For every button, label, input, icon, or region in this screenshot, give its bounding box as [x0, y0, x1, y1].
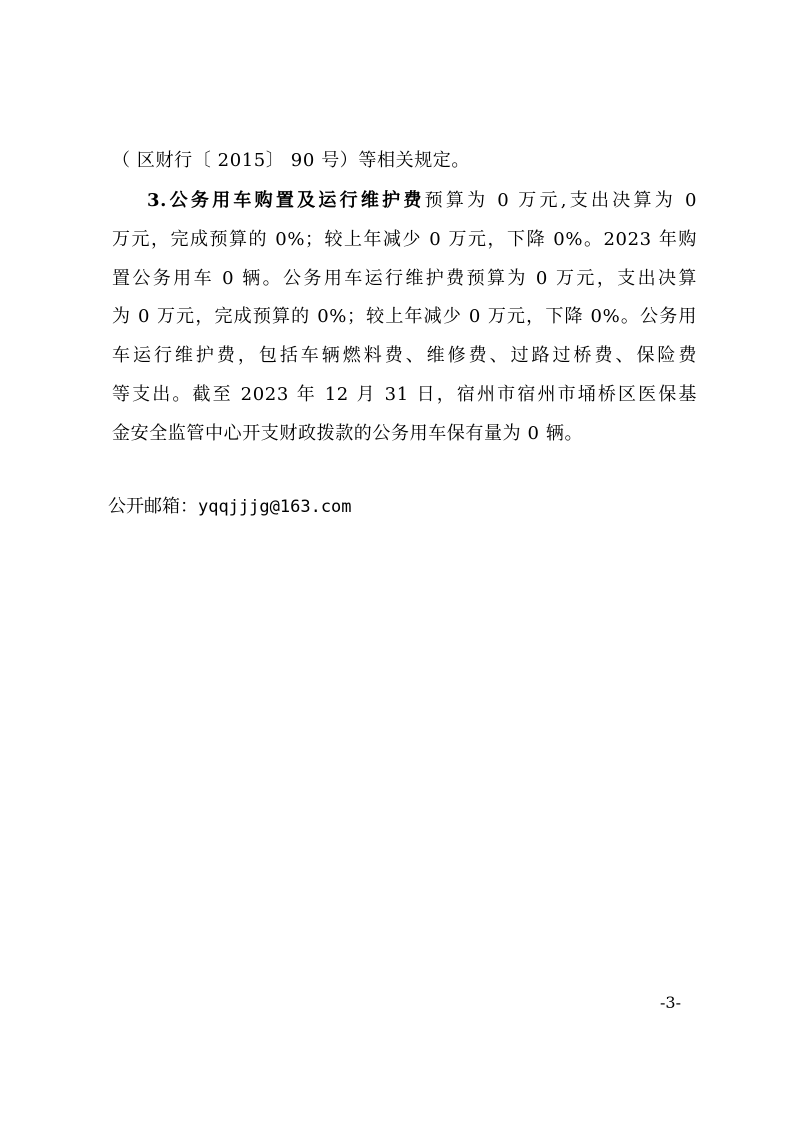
- paragraph-line-3-text: 万元，完成预算的 0%；较上年减少 0 万元，下降 0%。2023 年购: [112, 229, 697, 250]
- paragraph-line-5-text: 为 0 万元，完成预算的 0%；较上年减少 0 万元，下降 0%。公务用: [112, 306, 697, 327]
- contact-email-label: 公开邮箱：: [108, 496, 198, 517]
- page-number: -3-: [660, 993, 681, 1012]
- paragraph-line-5: [112, 304, 697, 330]
- paragraph-line-3: [112, 227, 697, 253]
- paragraph-line-7-text: 等支出。截至 2023 年 12 月 31 日，宿州市宿州市埇桥区医保基: [112, 384, 697, 405]
- contact-email-address: yqqjjjg@163.com: [198, 497, 352, 517]
- paragraph-line-8: [112, 421, 697, 447]
- contact-email: [108, 494, 352, 520]
- paragraph-line-8-text: 金安全监管中心开支财政拨款的公务用车保有量为 0 辆。: [112, 423, 584, 444]
- paragraph-line-7: [112, 382, 697, 408]
- paragraph-line-6-text: 车运行维护费，包括车辆燃料费、维修费、过路过桥费、保险费: [112, 345, 697, 366]
- paragraph-line-6: [112, 343, 697, 369]
- paragraph-line-4: [112, 266, 697, 292]
- paragraph-line-1-text: （ 区财行〔 2015〕 90 号）等相关规定。: [112, 150, 470, 171]
- paragraph-line-2-text: 预算为 0 万元,支出决算为 0: [424, 190, 697, 211]
- paragraph-line-1: [112, 148, 697, 174]
- paragraph-line-4-text: 置公务用车 0 辆。公务用车运行维护费预算为 0 万元，支出决算: [112, 268, 697, 289]
- paragraph-line-2: [147, 188, 697, 214]
- section-heading-vehicle-costs: 3.公务用车购置及运行维护费: [147, 190, 425, 211]
